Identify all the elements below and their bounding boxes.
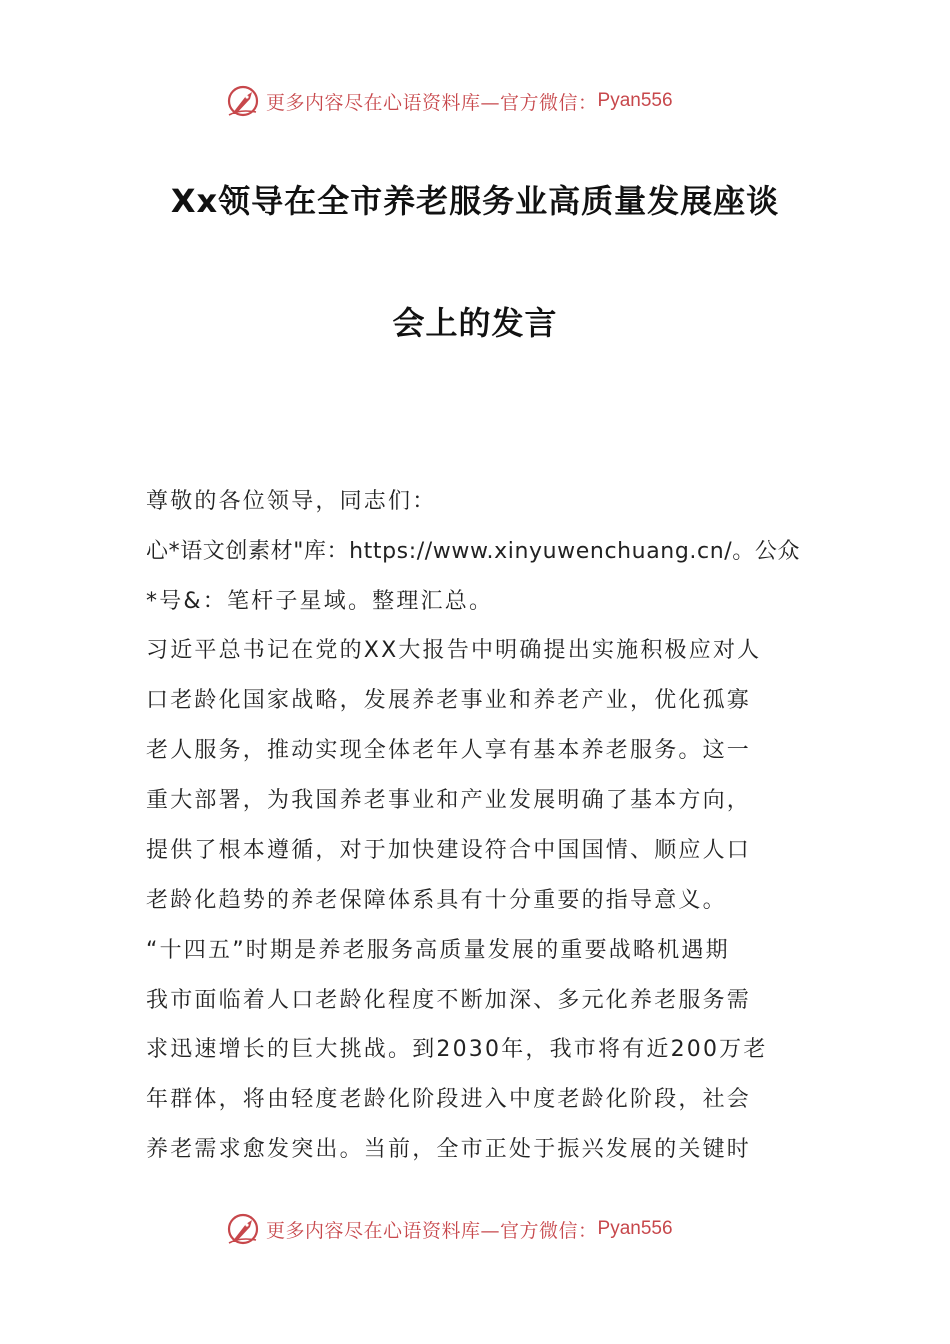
source-line: *号&：笔杆子星域。整理汇总。	[146, 589, 494, 614]
banner-text: 更多内容尽在心语资料库—官方微信：	[266, 1219, 598, 1242]
paragraph-line: 老人服务，推动实现全体老年人享有基本养老服务。这一	[146, 738, 752, 763]
wechat-id: Pyan556	[597, 1218, 673, 1239]
banner-text: 更多内容尽在心语资料库—官方微信：	[266, 91, 598, 114]
document-title-line-2: 会上的发言	[392, 304, 558, 342]
source-line: 心*语文创素材"库：https://www.xinyuwenchuang.cn/。公众	[146, 539, 801, 564]
paragraph-line: 养老需求愈发突出。当前，全市正处于振兴发展的关键时	[146, 1137, 752, 1162]
header-banner	[226, 84, 726, 118]
paragraph-line: 重大部署，为我国养老事业和产业发展明确了基本方向，	[146, 788, 752, 813]
paragraph-line: 我市面临着人口老龄化程度不断加深、多元化养老服务需	[146, 988, 752, 1013]
pen-nib-icon	[226, 1212, 262, 1246]
document-title-line-1: Xx领导在全市养老服务业高质量发展座谈	[170, 182, 780, 220]
paragraph-line: 习近平总书记在党的XX大报告中明确提出实施积极应对人	[146, 638, 762, 663]
salutation: 尊敬的各位领导，同志们：	[146, 489, 437, 514]
paragraph-line: 提供了根本遵循，对于加快建设符合中国国情、顺应人口	[146, 838, 752, 863]
paragraph-line: “十四五”时期是养老服务高质量发展的重要战略机遇期	[146, 938, 730, 963]
footer-banner	[226, 1212, 726, 1246]
paragraph-line: 求迅速增长的巨大挑战。到2030年，我市将有近200万老	[146, 1037, 768, 1062]
wechat-id: Pyan556	[597, 90, 673, 111]
paragraph-line: 年群体，将由轻度老龄化阶段进入中度老龄化阶段，社会	[146, 1087, 752, 1112]
pen-nib-icon	[226, 84, 262, 118]
paragraph-line: 口老龄化国家战略，发展养老事业和养老产业，优化孤寡	[146, 688, 752, 713]
paragraph-line: 老龄化趋势的养老保障体系具有十分重要的指导意义。	[146, 888, 727, 913]
